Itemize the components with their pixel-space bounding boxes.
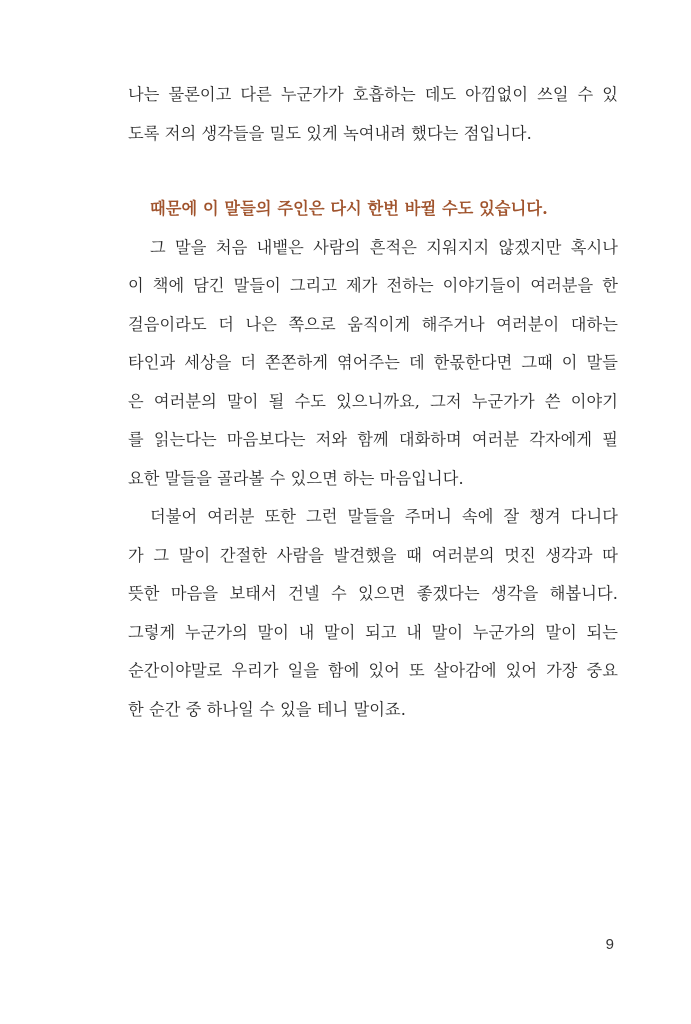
paragraph-line: 걸음이라도 더 나은 쪽으로 움직이게 해주거나 여러분이 대하는 xyxy=(128,314,618,334)
paragraph-intro xyxy=(128,76,618,153)
paragraph-line: 한 순간 중 하나일 수 있을 테니 말이죠. xyxy=(128,699,407,719)
subheading: 때문에 이 말들의 주인은 다시 한번 바뀔 수도 있습니다. xyxy=(150,199,548,218)
paragraph-line: 도록 저의 생각들을 밀도 있게 녹여내려 했다는 점입니다. xyxy=(128,123,532,143)
paragraph-line: 은 여러분의 말이 될 수도 있으니까요, 그저 누군가가 쓴 이야기 xyxy=(128,391,618,411)
paragraph-line: 뜻한 마음을 보태서 건넬 수 있으면 좋겠다는 생각을 해봅니다. xyxy=(128,584,618,603)
paragraph-line: 그 말을 처음 내뱉은 사람의 흔적은 지워지지 않겠지만 혹시나 xyxy=(150,237,618,257)
paragraph-line: 더불어 여러분 또한 그런 말들을 주머니 속에 잘 챙겨 다니다 xyxy=(150,507,618,526)
paragraph-line: 나는 물론이고 다른 누군가가 호흡하는 데도 아낌없이 쓰일 수 있 xyxy=(128,85,618,104)
paragraph-line: 이 책에 담긴 말들이 그리고 제가 전하는 이야기들이 여러분을 한 xyxy=(128,276,618,295)
paragraph-line: 를 읽는다는 마음보다는 저와 함께 대화하며 여러분 각자에게 필 xyxy=(128,430,618,449)
paragraph-line: 요한 말들을 골라볼 수 있으면 하는 마음입니다. xyxy=(128,468,464,488)
paragraph-line: 순간이야말로 우리가 일을 함에 있어 또 살아감에 있어 가장 중요 xyxy=(128,661,618,680)
paragraph-line: 가 그 말이 간절한 사람을 발견했을 때 여러분의 멋진 생각과 따 xyxy=(128,545,618,565)
page-number: 9 xyxy=(605,936,614,953)
paragraph-line: 타인과 세상을 더 쫀쫀하게 엮어주는 데 한몫한다면 그때 이 말들 xyxy=(128,353,618,372)
main-body xyxy=(128,190,618,729)
paragraph-line: 그렇게 누군가의 말이 내 말이 되고 내 말이 누군가의 말이 되는 xyxy=(128,622,618,642)
